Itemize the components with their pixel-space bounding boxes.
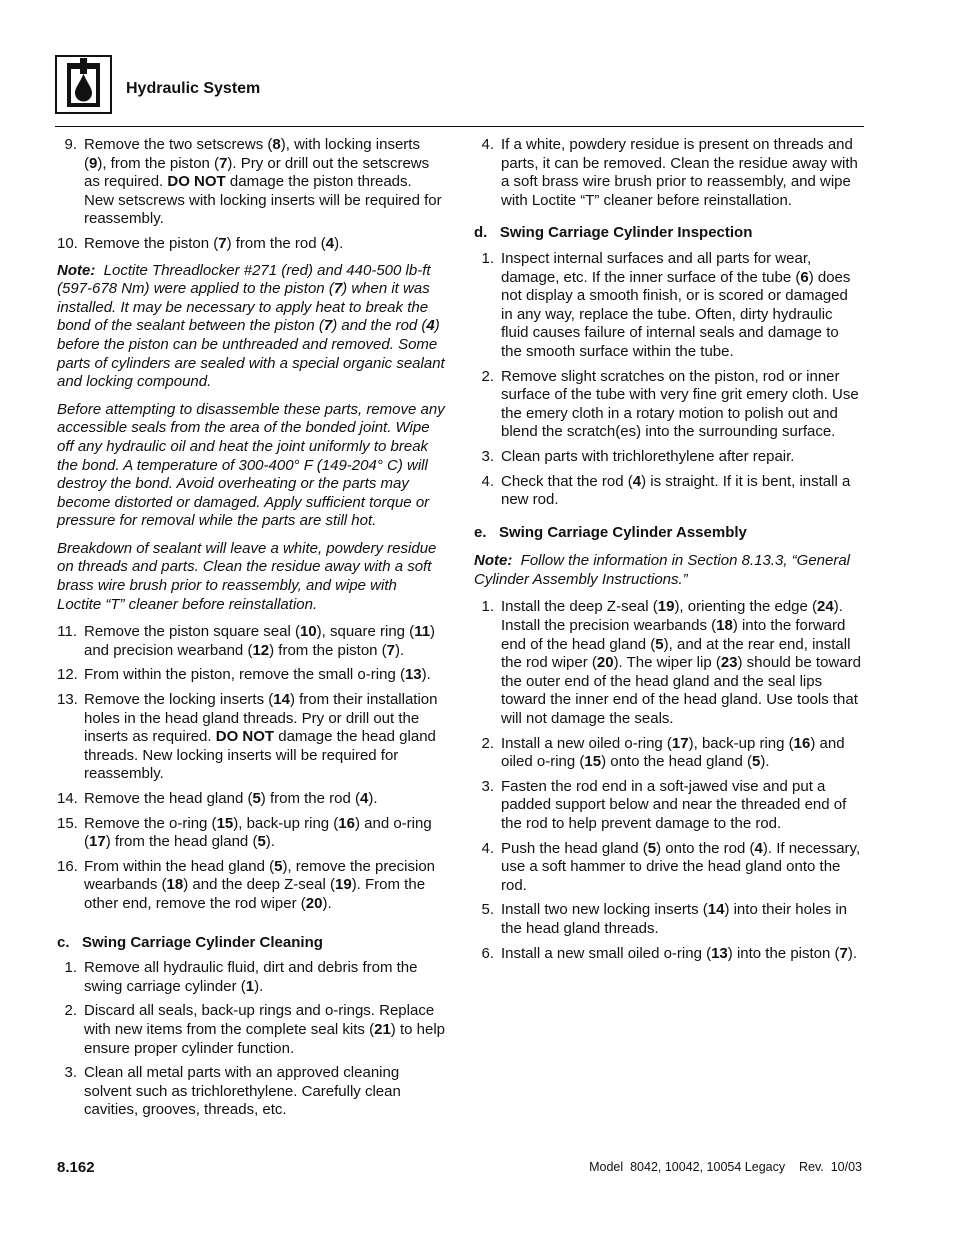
right-list-a bbox=[474, 136, 862, 210]
list-item bbox=[474, 368, 862, 442]
item-number: 1. bbox=[481, 249, 494, 267]
list-item bbox=[57, 858, 445, 914]
item-text: Install a new oiled o-ring (17), back-up ring (16) and oiled o-ring (15) onto the head gland (5). bbox=[501, 734, 845, 771]
right-column bbox=[474, 136, 862, 969]
item-number: 14. bbox=[57, 790, 78, 807]
list-item bbox=[57, 815, 445, 852]
list-item bbox=[474, 945, 862, 964]
note-paragraph-2: Before attempting to disassemble these parts, remove any accessible seals from the area of the bonded joint. Wipe off any hydraulic oil and heat the joint uniformly to break the bond. A temperature of 300-400° F (149-204° C) will destroy the bond. Avoid overheating or the parts may become distorted or damaged. Apply sufficient torque or pressure for removal while the parts are still hot. bbox=[57, 400, 445, 530]
item-number: 11. bbox=[57, 623, 77, 641]
list-item bbox=[57, 1002, 445, 1058]
list-item bbox=[57, 623, 445, 660]
list-item bbox=[474, 840, 862, 896]
item-number: 13. bbox=[57, 691, 78, 709]
item-number: 15. bbox=[57, 814, 78, 832]
list-item bbox=[57, 959, 445, 996]
right-list-d bbox=[474, 250, 862, 510]
left-list-c bbox=[57, 959, 445, 1120]
item-number: 16. bbox=[57, 857, 78, 875]
section-heading-cleaning: c. Swing Carriage Cylinder Cleaning bbox=[57, 933, 323, 951]
item-number: 3. bbox=[481, 777, 494, 795]
item-text: Push the head gland (5) onto the rod (4). If necessary, use a soft hammer to drive the head gland onto the rod. bbox=[501, 839, 861, 894]
list-item bbox=[474, 778, 862, 834]
header-divider bbox=[55, 126, 864, 127]
list-item bbox=[474, 473, 862, 510]
item-text: Install a new small oiled o-ring (13) into the piston (7). bbox=[501, 944, 858, 962]
item-text: Discard all seals, back-up rings and o-rings. Replace with new items from the complete seal kits (21) to help ensure proper cylinder function. bbox=[84, 1002, 445, 1057]
list-item bbox=[474, 598, 862, 728]
item-number: 1. bbox=[64, 959, 77, 977]
item-number: 5. bbox=[481, 901, 494, 919]
list-item bbox=[474, 448, 862, 467]
assembly-note bbox=[474, 552, 862, 589]
item-text: Fasten the rod end in a soft-jawed vise and put a padded support below and near the threaded end of the rod to help prevent damage to the rod. bbox=[501, 777, 847, 832]
item-number: 10. bbox=[57, 234, 78, 252]
list-item bbox=[57, 235, 445, 254]
section-heading-inspection: d. Swing Carriage Cylinder Inspection bbox=[474, 224, 753, 242]
left-list-a bbox=[57, 136, 445, 254]
item-number: 12. bbox=[57, 666, 78, 684]
item-number: 4. bbox=[481, 136, 494, 153]
item-text: Inspect internal surfaces and all parts for wear, damage, etc. If the inner surface of the tube (6) does not display a smooth finish, or is scored or damaged in any way, replace the tube. Often, dirty hydraulic fluid causes failure of internal seals and damage to the smooth surface within the tube. bbox=[501, 249, 851, 360]
item-text: Remove slight scratches on the piston, rod or inner surface of the tube with very fine grit emery cloth. Use the emery cloth in a rotary motion to polish out and blend the scratch(es) into the surrounding surface. bbox=[501, 367, 859, 441]
note-block bbox=[57, 262, 445, 392]
item-number: 4. bbox=[481, 472, 494, 490]
item-number: 9. bbox=[64, 136, 77, 153]
note-paragraph-3: Breakdown of sealant will leave a white, powdery residue on threads and parts. Clean the residue away with a soft brass wire brush prior to reassembly, and wipe with Loctite “T” cleaner before reinstallation. bbox=[57, 539, 437, 613]
list-item bbox=[474, 735, 862, 772]
item-text: Remove the head gland (5) from the rod (4). bbox=[84, 790, 378, 807]
note-text: Follow the information in Section 8.13.3, “General Cylinder Assembly Instructions.” bbox=[474, 552, 851, 588]
item-text: Clean all metal parts with an approved cleaning solvent such as trichlorethylene. Carefully clean cavities, grooves, threads, etc. bbox=[84, 1064, 401, 1119]
list-item bbox=[57, 691, 445, 784]
item-text: Remove the piston (7) from the rod (4). bbox=[84, 234, 344, 252]
item-number: 2. bbox=[64, 1002, 77, 1020]
list-item bbox=[57, 1064, 445, 1120]
list-item bbox=[57, 790, 445, 809]
section-title: Hydraulic System bbox=[126, 80, 261, 97]
hydraulic-icon bbox=[55, 55, 112, 114]
item-text: Remove the locking inserts (14) from their installation holes in the head gland threads. Pry or drill out the inserts as required. DO NOT damage the head gland threads. New locking inserts will be required for reassembly. bbox=[84, 691, 438, 783]
right-list-e bbox=[474, 598, 862, 963]
model-revision: Model 8042, 10042, 10054 Legacy Rev. 10/03 bbox=[589, 1160, 862, 1174]
list-item bbox=[57, 666, 445, 685]
item-number: 3. bbox=[481, 447, 494, 465]
item-number: 2. bbox=[481, 367, 494, 385]
item-text: From within the head gland (5), remove the precision wearbands (18) and the deep Z-seal (19). From the other end, remove the rod wiper (20). bbox=[84, 857, 436, 912]
item-number: 1. bbox=[481, 598, 494, 616]
item-text: Check that the rod (4) is straight. If it is bent, install a new rod. bbox=[501, 472, 851, 509]
page-number: 8.162 bbox=[57, 1159, 95, 1176]
section-heading-assembly: e. Swing Carriage Cylinder Assembly bbox=[474, 523, 747, 541]
item-number: 6. bbox=[481, 944, 494, 962]
left-column bbox=[57, 136, 445, 1126]
list-item bbox=[474, 901, 862, 938]
item-text: Remove the piston square seal (10), square ring (11) and precision wearband (12) from the piston (7). bbox=[84, 623, 436, 659]
list-item bbox=[474, 136, 862, 210]
list-item bbox=[474, 250, 862, 362]
item-number: 3. bbox=[64, 1064, 77, 1082]
item-number: 4. bbox=[481, 839, 494, 857]
note-label: Note: bbox=[474, 552, 513, 570]
hydraulic-cylinder-icon bbox=[57, 57, 110, 112]
item-text: Install the deep Z-seal (19), orienting the edge (24). Install the precision wearbands (18) into the forward end of the head gland (5), and at the rear end, install the rod wiper (20). The wiper lip (23) should be toward the outer end of the head gland and the seal lips toward the inner end of the head gland. Use tools that will not damage the seals. bbox=[501, 598, 861, 728]
item-text: From within the piston, remove the small o-ring (13). bbox=[84, 666, 431, 684]
list-item bbox=[57, 136, 445, 229]
note-label: Note: bbox=[57, 261, 96, 279]
item-text: Remove the o-ring (15), back-up ring (16) and o-ring (17) from the head gland (5). bbox=[84, 814, 432, 851]
item-text: Clean parts with trichlorethylene after repair. bbox=[501, 447, 795, 465]
left-list-b bbox=[57, 623, 445, 913]
item-text: Remove the two setscrews (8), with locking inserts (9), from the piston (7). Pry or drill out the setscrews as required. DO NOT damage the piston threads. New setscrews with locking inserts will be required for reassembly. bbox=[84, 136, 442, 228]
item-number: 2. bbox=[481, 734, 494, 752]
item-text: If a white, powdery residue is present on threads and parts, it can be removed. Clean the residue away with a soft brass wire brush prior to reassembly, and wipe with Loctite “T” cleaner before reinstallation. bbox=[501, 136, 858, 209]
note-text: Loctite Threadlocker #271 (red) and 440-500 lb-ft (597-678 Nm) were applied to the piston (7) when it was installed. It may be necessary to apply heat to break the bond of the sealant between the piston (7) and the rod (4) before the piston can be unthreaded and removed. Some parts of cylinders are sealed with a special organic sealant and locking compound. bbox=[57, 261, 445, 391]
item-text: Install two new locking inserts (14) into their holes in the head gland threads. bbox=[501, 901, 848, 937]
item-text: Remove all hydraulic fluid, dirt and debris from the swing carriage cylinder (1). bbox=[84, 959, 418, 995]
